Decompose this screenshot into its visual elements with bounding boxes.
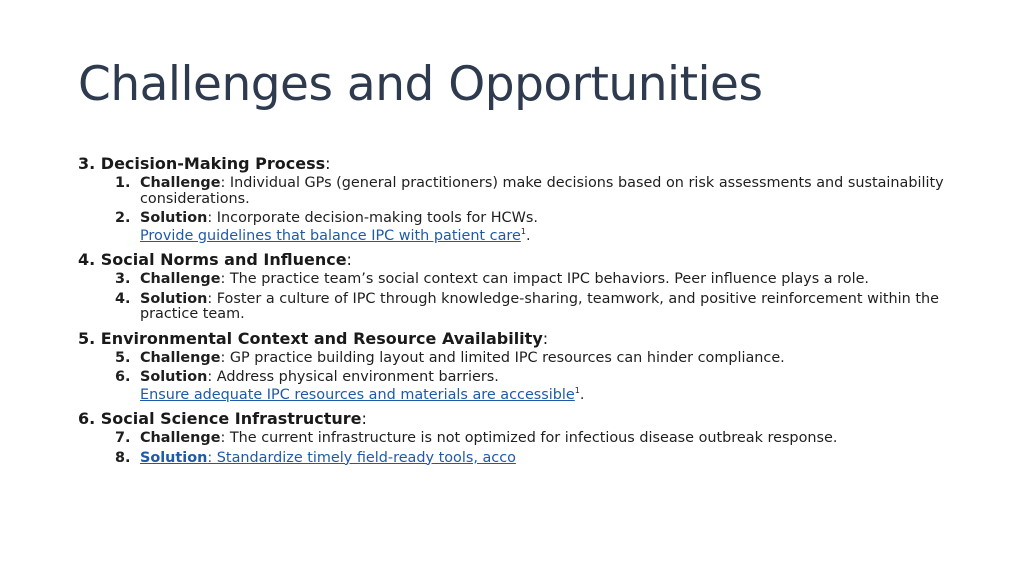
section-environmental-context: [78, 328, 958, 404]
section-heading: 3. Decision-Making Process:: [78, 154, 331, 173]
item-list: [78, 176, 958, 244]
item-label: Solution: [140, 369, 208, 385]
list-item: 2. Solution: Incorporate decision-making tools for HCWs. Provide guidelines that balance IPC with patient care$^1$.: [115, 210, 538, 244]
item-label: Challenge: [140, 175, 221, 191]
item-list: [78, 272, 958, 323]
guidelines-link[interactable]: Provide guidelines that balance IPC with patient care: [140, 227, 521, 244]
item-text: : Incorporate decision-making tools for HCWs.: [207, 210, 538, 226]
item-number: 1.: [115, 175, 131, 191]
item-list: [78, 351, 958, 404]
item-list: [78, 431, 958, 466]
resources-link[interactable]: Ensure adequate IPC resources and materials are accessible: [140, 386, 575, 403]
list-item: [78, 451, 958, 467]
item-label: Solution: [140, 210, 208, 226]
standardize-tools-link[interactable]: [140, 450, 516, 466]
item-text: : The current infrastructure is not optimized for infectious disease outbreak response.: [220, 430, 838, 446]
reference-marker: 1: [574, 385, 580, 395]
item-number: 6.: [115, 369, 131, 385]
section-heading: 5. Environmental Context and Resource Availability:: [78, 328, 549, 348]
item-number: 2.: [115, 210, 131, 226]
section-heading: 6. Social Science Infrastructure:: [78, 409, 367, 428]
list-item: [78, 351, 958, 367]
list-item: 6. Solution: Address physical environment barriers. Ensure adequate IPC resources and materials are accessible$^1$.: [115, 369, 585, 403]
item-label: Challenge: [140, 349, 221, 366]
section-heading: 4. Social Norms and Influence:: [78, 250, 352, 269]
item-number: 3.: [115, 271, 131, 287]
item-number: 5.: [115, 349, 131, 366]
section-social-science: [78, 408, 958, 466]
item-text: : The practice team’s social context can impact IPC behaviors. Peer influence plays a role.: [220, 271, 869, 287]
item-text: : Foster a culture of IPC through knowledge-sharing, teamwork, and positive reinforcement within the practice team.: [140, 290, 939, 322]
section-decision-making: [78, 153, 958, 244]
item-text: : Address physical environment barriers.: [207, 369, 499, 385]
list-item: [78, 176, 958, 207]
item-text: : GP practice building layout and limited IPC resources can hinder compliance.: [220, 349, 785, 366]
item-text: : Individual GPs (general practitioners) make decisions based on risk assessments and sustainability considerations.: [140, 175, 944, 207]
section-social-norms: [78, 249, 958, 323]
item-number: 7.: [115, 430, 131, 446]
item-text: : Standardize timely field-ready tools, acco: [207, 449, 516, 466]
reference-marker: 1: [520, 226, 526, 236]
list-item: [78, 272, 958, 288]
item-number: 4.: [115, 290, 131, 307]
item-label: Challenge: [140, 430, 221, 446]
item-label: Challenge: [140, 271, 221, 287]
item-number: 8.: [115, 449, 131, 466]
item-label: Solution: [140, 449, 208, 466]
item-label: Solution: [140, 290, 208, 307]
slide-title: Challenges and Opportunities: [78, 57, 763, 112]
slide-content: [78, 153, 958, 471]
list-item: [78, 292, 958, 323]
list-item: [78, 431, 958, 447]
